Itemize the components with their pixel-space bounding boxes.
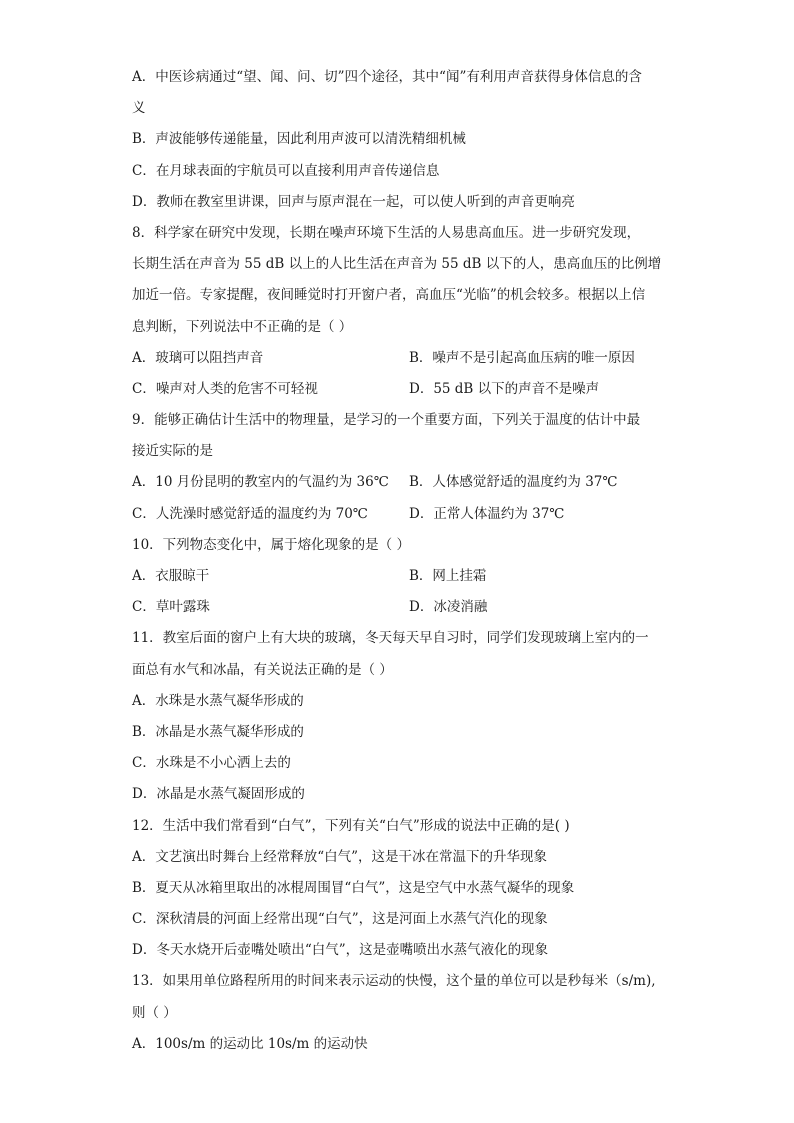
q8-option-d: D．55 dB 以下的声音不是噪声	[409, 380, 600, 397]
q9-option-c: C．人洗澡时感觉舒适的温度约为 70℃	[132, 505, 368, 522]
q13-option-a: A．100s/m 的运动比 10s/m 的运动快	[132, 1035, 368, 1052]
q10-option-c: C．草叶露珠	[132, 599, 210, 616]
question-11	[132, 623, 672, 810]
q9-options-row-2	[132, 499, 672, 530]
q9-option-d: D．正常人体温约为 37℃	[409, 505, 565, 522]
q8-stem-line: 长期生活在声音为 55 dB 以上的人比生活在声音为 55 dB 以下的人，患高血压的比例增	[132, 256, 662, 273]
q9-stem-line: 接近实际的是	[132, 443, 213, 460]
q8-option-c: C．噪声对人类的危害不可轻视	[132, 380, 318, 397]
question-13	[132, 966, 672, 1060]
q7-option-c: C．在月球表面的宇航员可以直接利用声音传递信息	[132, 162, 440, 179]
q11-stem-line: 11．教室后面的窗户上有大块的玻璃，冬天每天早自习时，同学们发现玻璃上室内的一	[132, 630, 649, 647]
q10-options-row-2	[132, 592, 672, 623]
q10-options-row-1	[132, 561, 672, 592]
q8-option-a: A．玻璃可以阻挡声音	[132, 349, 264, 366]
q12-option-b: B．夏天从冰箱里取出的冰棍周围冒“白气”，这是空气中水蒸气凝华的现象	[132, 879, 575, 896]
q11-option-a: A．水珠是水蒸气凝华形成的	[132, 692, 304, 709]
q10-option-d: D．冰凌消融	[409, 599, 488, 616]
q13-stem-line: 13．如果用单位路程所用的时间来表示运动的快慢，这个量的单位可以是秒每米（s/m),	[132, 973, 656, 990]
q11-option-c: C．水珠是不小心洒上去的	[132, 755, 291, 772]
q7-option-a: A．中医诊病通过“望、闻、问、切”四个途径，其中“闻”有利用声音获得身体信息的含	[132, 69, 642, 85]
q9-stem-line: 9．能够正确估计生活中的物理量，是学习的一个重要方面，下列关于温度的估计中最	[132, 412, 641, 429]
q11-option-b: B．冰晶是水蒸气凝华形成的	[132, 723, 304, 740]
question-10	[132, 530, 672, 624]
q10-option-a: A．衣服晾干	[132, 568, 210, 584]
q7-option-d: D．教师在教室里讲课，回声与原声混在一起，可以使人听到的声音更响亮	[132, 193, 575, 210]
q8-stem-line: 8．科学家在研究中发现，长期在噪声环境下生活的人易患高血压。进一步研究发现，	[132, 224, 641, 241]
q13-stem-line: 则（ ）	[132, 1004, 177, 1021]
q7-option-b: B．声波能够传递能量，因此利用声波可以清洗精细机械	[132, 131, 466, 148]
q8-stem-line: 息判断，下列说法中不正确的是（ ）	[132, 318, 353, 335]
q10-option-b: B．网上挂霜	[409, 568, 487, 584]
q8-stem-line: 加近一倍。专家提醒，夜间睡觉时打开窗户者，高血压“光临”的机会较多。根据以上信	[132, 287, 646, 304]
q12-stem: 12．生活中我们常看到“白气”，下列有关“白气”形成的说法中正确的是( )	[132, 817, 570, 834]
q9-options-row-1	[132, 467, 672, 498]
question-7-options	[132, 62, 672, 218]
exam-page	[132, 62, 672, 1060]
q12-option-d: D．冬天水烧开后壶嘴处喷出“白气”，这是壶嘴喷出水蒸气液化的现象	[132, 942, 549, 959]
q8-options-row-2	[132, 374, 672, 405]
q10-stem: 10．下列物态变化中，属于熔化现象的是（ ）	[132, 536, 410, 553]
question-8	[132, 218, 672, 405]
q8-option-b: B．噪声不是引起高血压病的唯一原因	[409, 349, 635, 366]
q9-option-b: B．人体感觉舒适的温度约为 37℃	[409, 474, 618, 491]
question-9	[132, 405, 672, 530]
q11-option-d: D．冰晶是水蒸气凝固形成的	[132, 786, 305, 803]
q12-option-c: C．深秋清晨的河面上经常出现“白气”，这是河面上水蒸气汽化的现象	[132, 911, 548, 928]
q7-option-a-cont: 义	[132, 100, 146, 117]
question-12	[132, 811, 672, 967]
q12-option-a: A．文艺演出时舞台上经常释放“白气”，这是干冰在常温下的升华现象	[132, 848, 548, 865]
q11-stem-line: 面总有水气和冰晶，有关说法正确的是（ ）	[132, 661, 393, 678]
q9-option-a: A．10 月份昆明的教室内的气温约为 36℃	[132, 474, 389, 491]
q8-options-row-1	[132, 343, 672, 374]
